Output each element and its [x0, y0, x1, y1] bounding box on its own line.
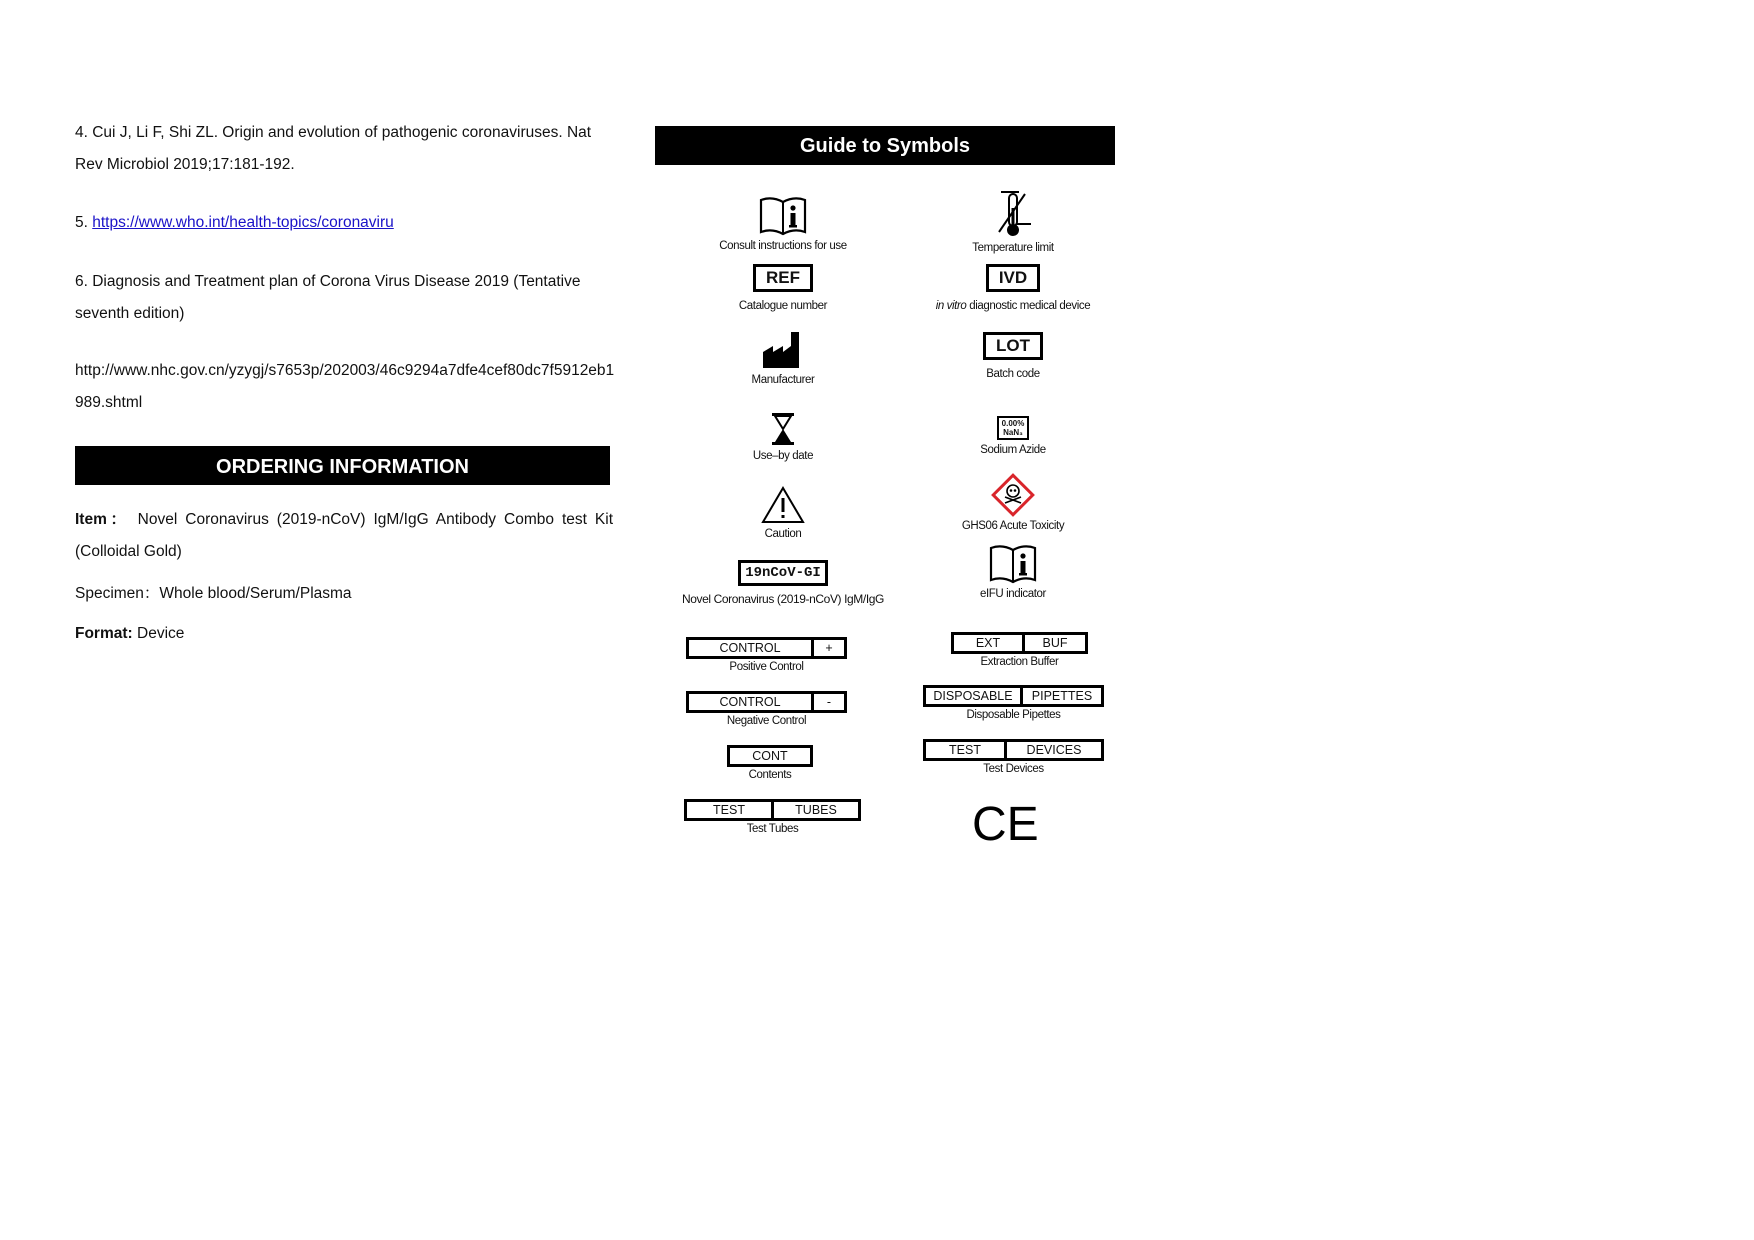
caption-consult: Consult instructions for use [719, 240, 847, 252]
symbol-disposable-pipettes [923, 685, 1104, 721]
thermometer-icon [991, 190, 1035, 238]
reference-5-number: 5. [75, 214, 88, 231]
guide-to-symbols-heading: Guide to Symbols [655, 126, 1115, 165]
caption-test-devices: Test Devices [983, 763, 1044, 775]
caption-ivd [936, 300, 1091, 312]
caption-novel-coronavirus: Novel Coronavirus (2019-nCoV) IgM/IgG [682, 592, 884, 606]
symbol-ivd [918, 264, 1108, 312]
reference-4: 4. Cui J, Li F, Shi ZL. Origin and evolution of pathogenic coronaviruses. Nat Rev Microbiol 2019;17:181-192. [75, 124, 592, 173]
reference-6-url: http://www.nhc.gov.cn/yzygj/s7653p/202003/46c9294a7dfe4cef80dc7f5912eb1989.shtml [75, 362, 615, 411]
caption-caution: Caution [764, 528, 802, 540]
book-info-icon [758, 196, 808, 236]
contents-label: CONT [752, 749, 788, 763]
positive-control-box [686, 637, 847, 659]
lot-box: LOT [983, 332, 1043, 360]
symbol-sodium-azide [918, 416, 1108, 456]
factory-icon [761, 330, 805, 370]
test-tubes-box [684, 799, 861, 821]
extraction-buffer-box [951, 632, 1088, 654]
disposable-pipettes-b: PIPETTES [1020, 688, 1101, 704]
who-link[interactable]: https://www.who.int/health-topics/coronaviru [92, 214, 394, 231]
negative-control-sign: - [811, 694, 844, 710]
test-tubes-a: TEST [713, 803, 745, 817]
extraction-buffer-ext: EXT [975, 636, 1001, 650]
caption-positive-control: Positive Control [729, 661, 804, 673]
caption-extraction-buffer: Extraction Buffer [980, 656, 1059, 668]
disposable-pipettes-a: DISPOSABLE [933, 689, 1013, 703]
symbol-negative-control [686, 691, 847, 727]
symbol-test-tubes [684, 799, 861, 835]
symbol-positive-control [686, 637, 847, 673]
symbol-contents [727, 745, 813, 781]
positive-control-label: CONTROL [719, 641, 781, 655]
caption-test-tubes: Test Tubes [746, 823, 799, 835]
azide-percent: 0.00% [1001, 419, 1025, 428]
negative-control-label: CONTROL [719, 695, 781, 709]
caption-sodium-azide: Sodium Azide [980, 444, 1046, 456]
caption-contents: Contents [748, 769, 792, 781]
item-value: Novel Coronavirus (2019-nCoV) IgM/IgG Antibody Combo test Kit (Colloidal Gold) [75, 511, 614, 560]
skull-crossbones-icon [990, 472, 1036, 518]
contents-box [727, 745, 813, 767]
caption-ghs06: GHS06 Acute Toxicity [961, 520, 1065, 532]
reference-5 [75, 207, 615, 239]
book-info-icon [988, 544, 1038, 584]
item-line [75, 504, 613, 568]
symbol-consult [688, 196, 878, 252]
ivd-box: IVD [986, 264, 1040, 292]
hourglass-icon [770, 412, 796, 446]
extraction-buffer-buf: BUF [1022, 635, 1085, 651]
caption-temperature: Temperature limit [972, 242, 1054, 254]
caption-ivd-rest: diagnostic medical device [966, 300, 1091, 312]
caption-catalogue: Catalogue number [738, 300, 828, 312]
warning-triangle-icon [761, 486, 805, 524]
caption-eifu: eIFU indicator [980, 588, 1046, 600]
symbol-use-by [688, 412, 878, 462]
test-devices-box [923, 739, 1104, 761]
format-line [75, 618, 613, 650]
positive-control-sign: + [811, 640, 844, 656]
symbol-temperature [918, 190, 1108, 254]
symbol-lot [918, 332, 1108, 380]
product-code-box: 19nCoV-GI [738, 560, 828, 586]
symbol-manufacturer [688, 330, 878, 386]
symbol-eifu [918, 544, 1108, 600]
symbol-product-code [678, 560, 888, 606]
format-value: Device [132, 625, 185, 642]
caption-use-by: Use–by date [752, 450, 814, 462]
specimen-line: Specimen：Whole blood/Serum/Plasma [75, 585, 352, 602]
ce-mark-icon [972, 798, 1039, 851]
azide-box [997, 416, 1030, 440]
reference-6: 6. Diagnosis and Treatment plan of Corona Virus Disease 2019 (Tentative seventh edition) [75, 273, 581, 322]
caption-disposable-pipettes: Disposable Pipettes [966, 709, 1061, 721]
format-label: Format: [75, 625, 133, 642]
symbol-ref [688, 264, 878, 312]
negative-control-box [686, 691, 847, 713]
ordering-information-heading: ORDERING INFORMATION [75, 446, 610, 485]
symbol-caution [688, 486, 878, 540]
ce-mark: CE [972, 798, 1039, 851]
test-devices-a: TEST [949, 743, 981, 757]
symbol-extraction-buffer [951, 632, 1088, 668]
caption-negative-control: Negative Control [726, 715, 807, 727]
symbol-test-devices [923, 739, 1104, 775]
symbol-ghs06 [918, 472, 1108, 532]
caption-manufacturer: Manufacturer [751, 374, 815, 386]
caption-ivd-italic: in vitro [935, 300, 967, 312]
test-devices-b: DEVICES [1004, 742, 1101, 758]
disposable-pipettes-box [923, 685, 1104, 707]
test-tubes-b: TUBES [771, 802, 858, 818]
item-label: Item： [75, 511, 130, 528]
ref-box: REF [753, 264, 813, 292]
azide-formula: NaN₃ [1003, 428, 1023, 437]
caption-batch: Batch code [986, 368, 1040, 380]
